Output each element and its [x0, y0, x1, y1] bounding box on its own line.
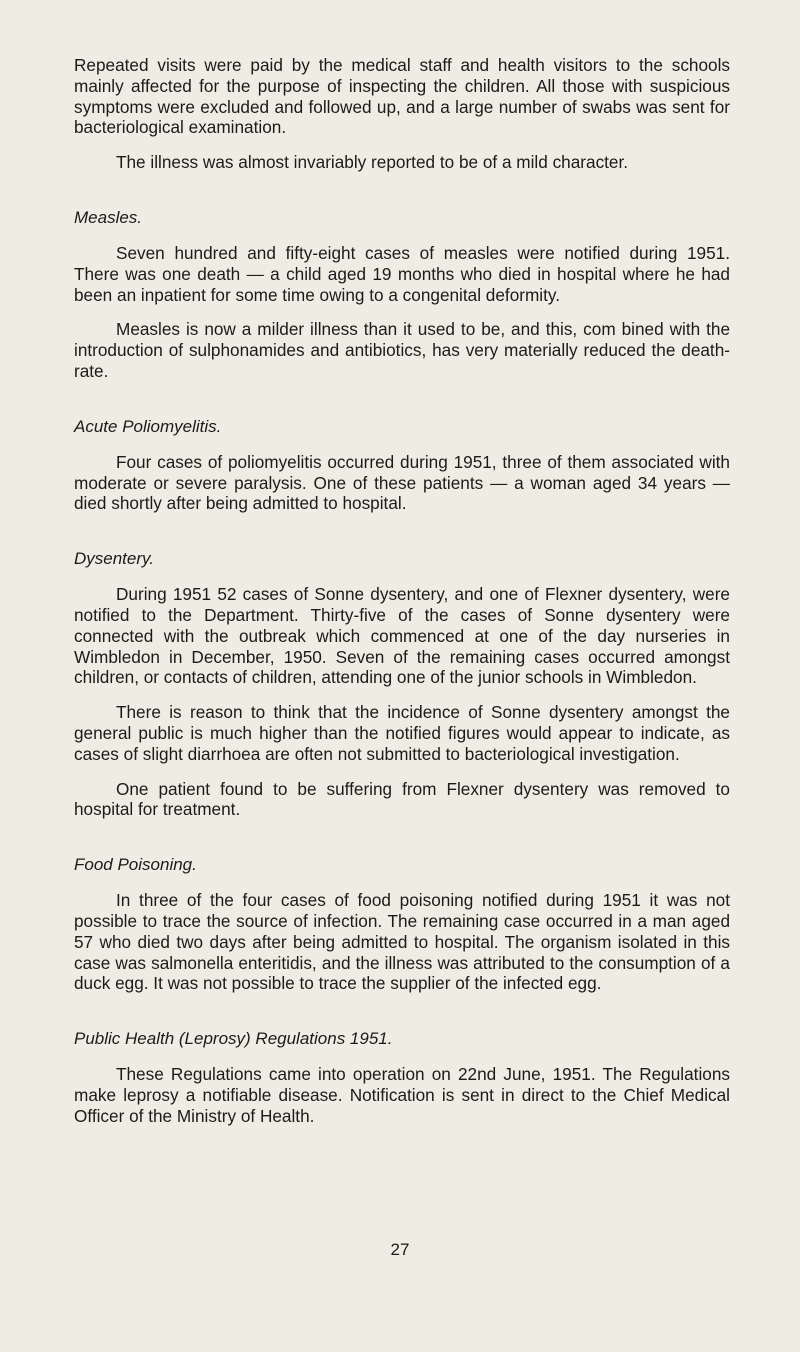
- dysentery-paragraph-1: During 1951 52 cases of Sonne dysentery, and one of Flexner dysentery, were notified to the Department. Thirty-five of the cases of Sonne dysentery were connected with the outbreak which commenced at one of the day nurseries in Wimbledon in December, 1950. Seven of the remaining cases occurred amongst children, or contacts of children, attending one of the junior schools in Wimbledon.: [74, 584, 730, 688]
- section-heading-dysentery: Dysentery.: [74, 549, 154, 569]
- dysentery-paragraph-3: One patient found to be suffering from Flexner dysentery was removed to hospital for treatment.: [74, 778, 730, 820]
- dysentery-paragraph-2: There is reason to think that the incidence of Sonne dysentery amongst the general public is much higher than the notified figures would appear to indicate, as cases of slight diarrhoea are often not submitted to bacteriological investigation.: [74, 702, 730, 764]
- intro-paragraph-2: The illness was almost invariably reported to be of a mild character.: [116, 152, 629, 173]
- poliomyelitis-paragraph-1: Four cases of poliomyelitis occurred during 1951, three of them associated with moderate or severe paralysis. One of these patients — a woman aged 34 years — died shortly after being admitted to hospital.: [74, 451, 730, 514]
- measles-paragraph-2: Measles is now a milder illness than it used to be, and this, com bined with the introduction of sulphonamides and antibiotics, has very materially reduced the death-rate.: [74, 319, 730, 381]
- intro-paragraph-1: Repeated visits were paid by the medical staff and health visitors to the schools mainly affected for the purpose of inspecting the children. All those with suspicious symptoms were excluded and followed up, and a large number of swabs was sent for bacteriological examination.: [74, 55, 730, 138]
- page-number: 27: [390, 1240, 410, 1259]
- section-heading-measles: Measles.: [74, 207, 143, 227]
- section-heading-poliomyelitis: Acute Poliomyelitis.: [74, 416, 222, 436]
- section-heading-food-poisoning: Food Poisoning.: [74, 855, 197, 875]
- section-heading-leprosy: Public Health (Leprosy) Regulations 1951.: [74, 1029, 393, 1049]
- measles-paragraph-1: Seven hundred and fifty-eight cases of measles were notified during 1951. There was one death — a child aged 19 months who died in hospital where he had been an inpatient for some time owing to a congenital deformity.: [74, 242, 730, 305]
- leprosy-paragraph-1: These Regulations came into operation on 22nd June, 1951. The Regulations make leprosy a notifiable disease. Notification is sent in direct to the Chief Medical Officer of the Ministry of Health.: [74, 1064, 730, 1126]
- food-poisoning-paragraph-1: In three of the four cases of food poisoning notified during 1951 it was not possible to trace the source of infection. The remaining case occurred in a man aged 57 who died two days after being admitted to hospital. The organism isolated in this case was salmonella enteritidis, and the illness was attributed to the consumption of a duck egg. It was not possible to trace the supplier of the infected egg.: [74, 890, 730, 994]
